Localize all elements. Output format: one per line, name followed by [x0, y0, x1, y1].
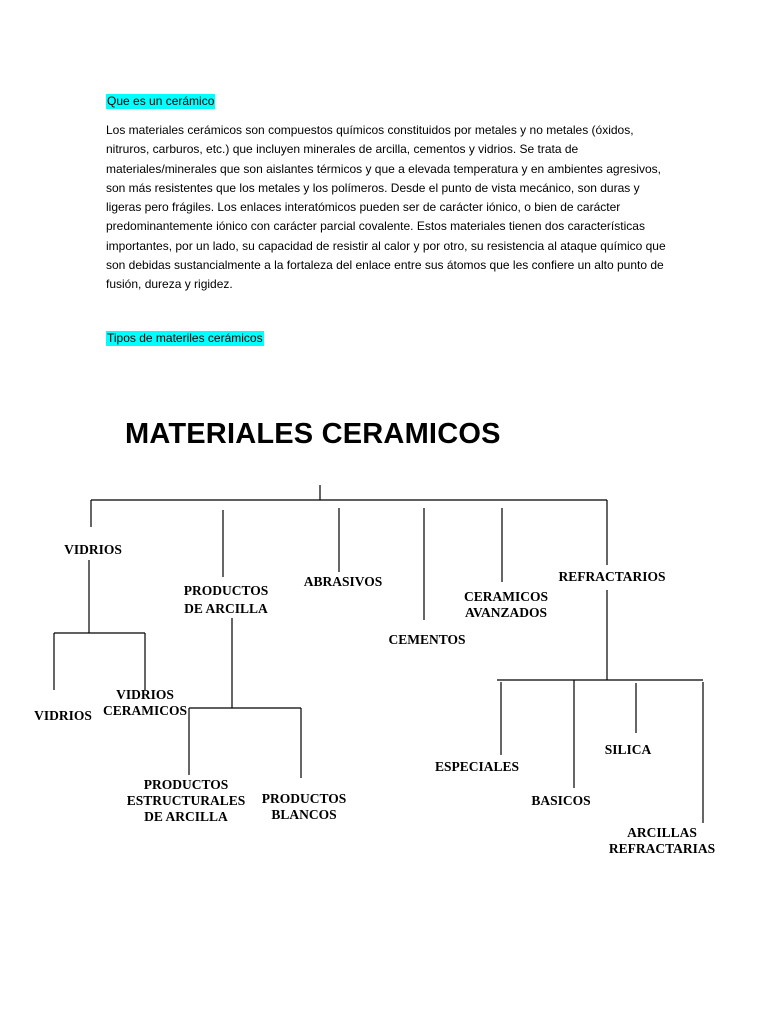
- node-refractarios: REFRACTARIOS: [558, 569, 666, 584]
- diagram-title: MATERIALES CERAMICOS: [125, 418, 501, 450]
- node-vidrios-ceramicos: VIDRIOS CERAMICOS: [102, 687, 188, 718]
- node-productos-estructurales: PRODUCTOS ESTRUCTURALES DE ARCILLA: [126, 777, 246, 824]
- node-especiales: ESPECIALES: [434, 759, 520, 774]
- section-heading-que-es: Que es un cerámico: [107, 94, 215, 108]
- node-ceramicos-avanzados: CERAMICOS AVANZADOS: [463, 589, 549, 620]
- node-productos-blancos: PRODUCTOS BLANCOS: [261, 791, 347, 822]
- section-heading-tipos: Tipos de materiles cerámicos: [107, 331, 263, 345]
- node-vidrios: VIDRIOS: [64, 542, 122, 557]
- paragraph-text: Los materiales cerámicos son compuestos químicos constituidos por metales y no metales (óxidos, nitruros, carburos, etc.) que incluyen minerales de arcilla, cementos y vidrios. Se trata de materiales/minerales que son aislantes térmicos y que a elevada temperatura y en ambientes agresivos, son más resistentes que los metales y los polímeros. Desde el punto de vista mecánico, son duras y ligeras pero frágiles. Los enlaces interatómicos pueden ser de carácter iónico, o bien de carácter predominantemente iónico con carácter parcial covalente. Estos materiales tienen dos características importantes, por un lado, su capacidad de resistir al calor y por otro, su resistencia al ataque químico que son debidas sustancialmente a la fortaleza del enlace entre sus átomos que les confiere un alto punto de fusión, dureza y rigidez.: [106, 123, 666, 292]
- definition-paragraph: [106, 121, 666, 295]
- node-productos-de-arcilla: PRODUCTOS DE ARCILLA: [183, 583, 269, 616]
- node-cementos: CEMENTOS: [388, 632, 466, 647]
- node-silica: SILICA: [604, 742, 652, 757]
- node-basicos: BASICOS: [531, 793, 591, 808]
- node-vidrios-sub: VIDRIOS: [34, 708, 92, 723]
- node-arcillas-refractarias: ARCILLAS REFRACTARIAS: [608, 825, 716, 856]
- node-abrasivos: ABRASIVOS: [303, 574, 383, 589]
